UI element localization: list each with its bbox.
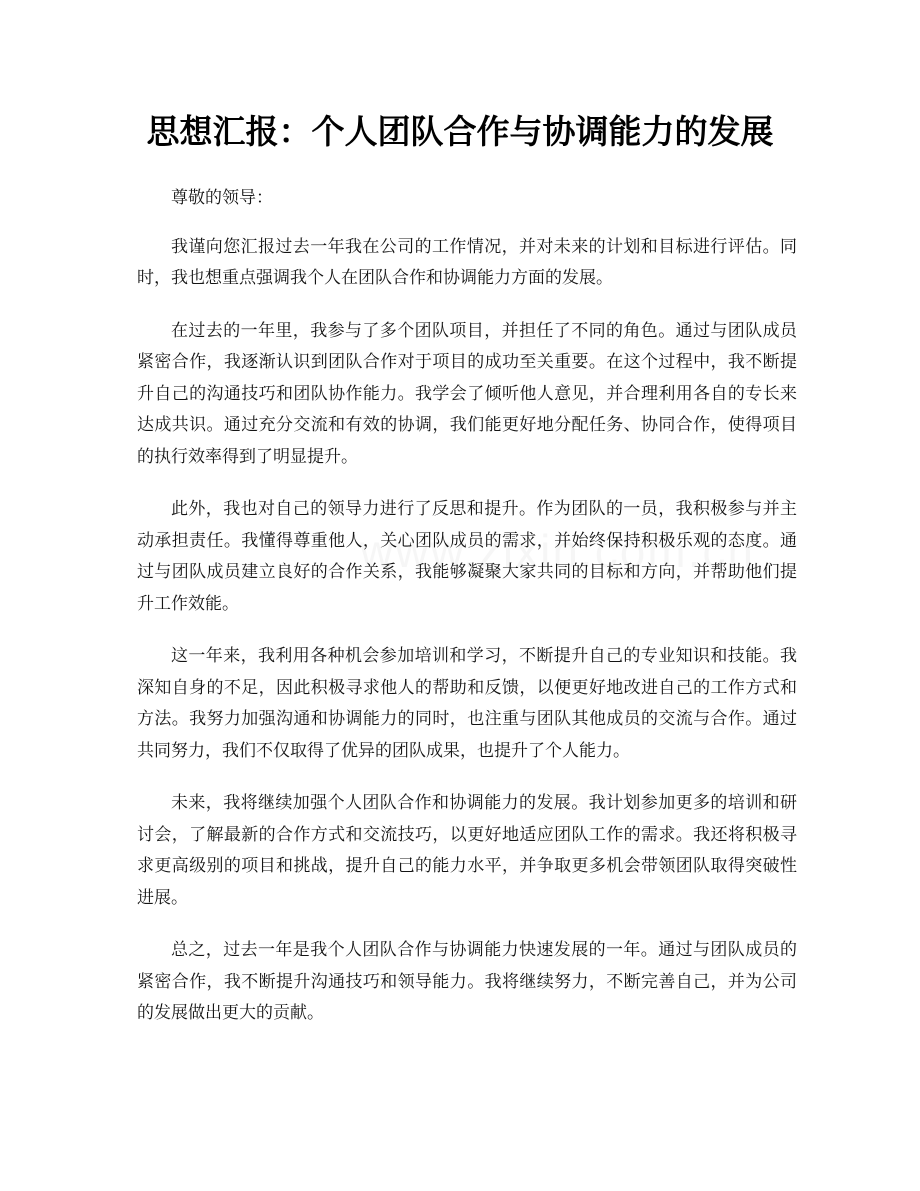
document-title: 思想汇报：个人团队合作与协调能力的发展 (146, 112, 774, 151)
paragraph-1: 我谨向您汇报过去一年我在公司的工作情况，并对未来的计划和目标进行评估。同时，我也想重点强调我个人在团队合作和协调能力方面的发展。 (137, 236, 797, 288)
paragraph-4: 这一年来，我利用各种机会参加培训和学习，不断提升自己的专业知识和技能。我深知自身的不足，因此积极寻求他人的帮助和反馈，以便更好地改进自己的工作方式和方法。我努力加强沟通和协调能力的同时，也注重与团队其他成员的交流与合作。通过共同努力，我们不仅取得了优异的团队成果，也提升了个人能力。 (137, 646, 797, 761)
paragraph-6: 总之，过去一年是我个人团队合作与协调能力快速发展的一年。通过与团队成员的紧密合作，我不断提升沟通技巧和领导能力。我将继续努力，不断完善自己，并为公司的发展做出更大的贡献。 (137, 940, 797, 1023)
paragraph-2: 在过去的一年里，我参与了多个团队项目，并担任了不同的角色。通过与团队成员紧密合作，我逐渐认识到团队合作对于项目的成功至关重要。在这个过程中，我不断提升自己的沟通技巧和团队协作能力。我学会了倾听他人意见，并合理利用各自的专长来达成共识。通过充分交流和有效的协调，我们能更好地分配任务、协同合作，使得项目的执行效率得到了明显提升。 (137, 320, 797, 467)
paragraph-5: 未来，我将继续加强个人团队合作和协调能力的发展。我计划参加更多的培训和研讨会，了解最新的合作方式和交流技巧，以更好地适应团队工作的需求。我还将积极寻求更高级别的项目和挑战，提升自己的能力水平，并争取更多机会带领团队取得突破性进展。 (137, 793, 797, 908)
paragraph-3: 此外，我也对自己的领导力进行了反思和提升。作为团队的一员，我积极参与并主动承担责任。我懂得尊重他人，关心团队成员的需求，并始终保持积极乐观的态度。通过与团队成员建立良好的合作关系，我能够凝聚大家共同的目标和方向，并帮助他们提升工作效能。 (137, 499, 797, 614)
document-body (137, 183, 797, 1051)
salutation: 尊敬的领导： (171, 188, 273, 208)
